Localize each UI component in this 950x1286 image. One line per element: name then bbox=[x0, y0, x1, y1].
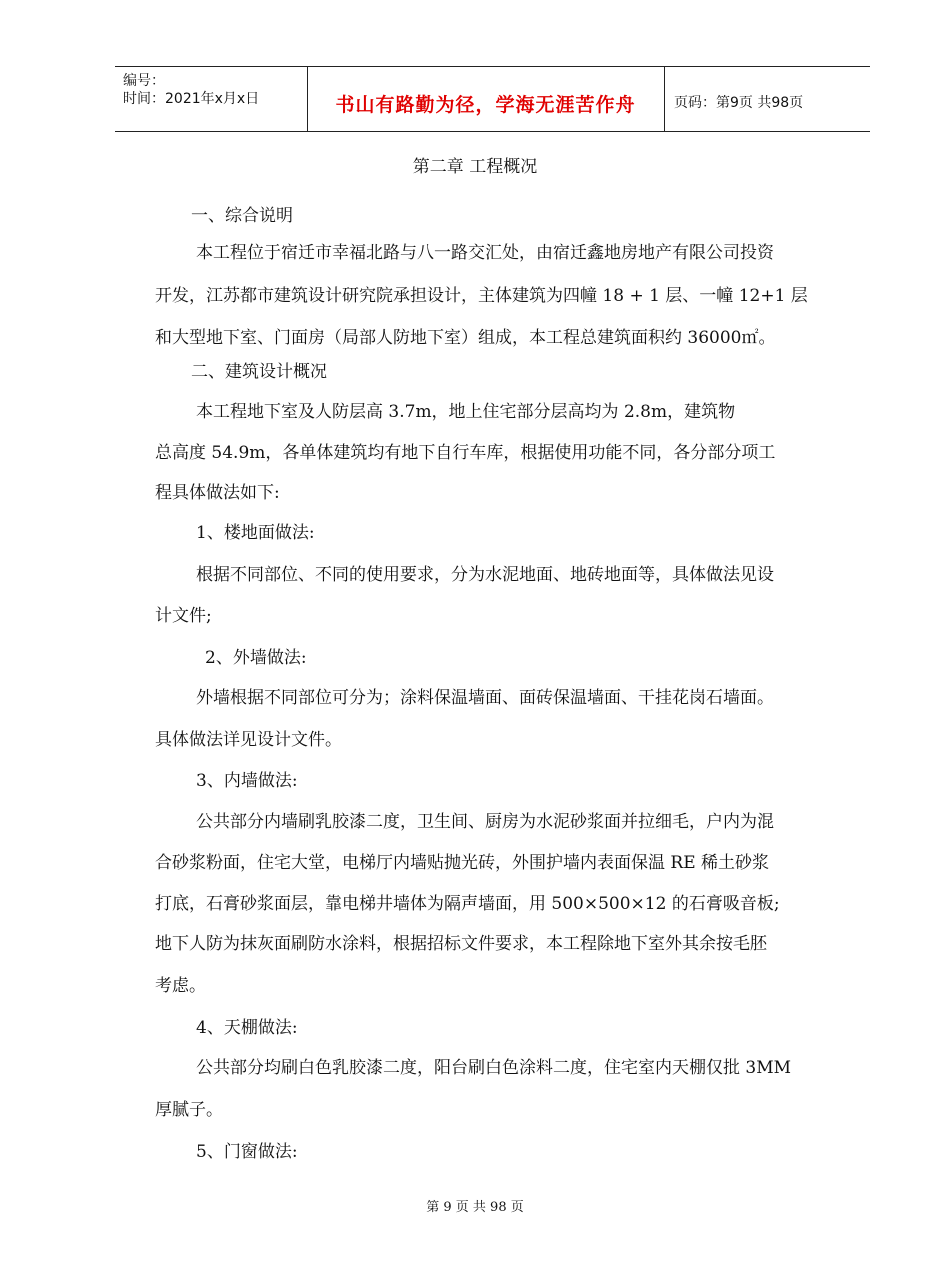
section-heading: 一、综合说明 bbox=[191, 206, 293, 226]
paragraph-line: 公共部分内墙刷乳胶漆二度，卫生间、厨房为水泥砂浆面并拉细毛，户内为混 bbox=[196, 812, 774, 832]
header-page-cell bbox=[664, 67, 870, 131]
paragraph-line: 程具体做法如下: bbox=[155, 483, 280, 503]
paragraph-line: 打底，石膏砂浆面层，靠电梯井墙体为隔声墙面，用 500×500×12 的石膏吸音板; bbox=[155, 894, 780, 914]
document-date-label: 时间：2021年x月x日 bbox=[123, 91, 260, 107]
header-page-label: 页码：第9页 共98页 bbox=[674, 95, 804, 111]
subsection-heading: 4、天棚做法: bbox=[196, 1018, 298, 1038]
section-heading: 二、建筑设计概况 bbox=[191, 362, 327, 382]
paragraph-line: 本工程位于宿迁市幸福北路与八一路交汇处，由宿迁鑫地房地产有限公司投资 bbox=[196, 243, 774, 263]
paragraph-line: 总高度 54.9m，各单体建筑均有地下自行车库，根据使用功能不同，各分部分项工 bbox=[155, 443, 776, 463]
document-number-label: 编号： bbox=[123, 73, 165, 89]
paragraph-line: 厚腻子。 bbox=[155, 1100, 223, 1120]
paragraph-line: 开发，江苏都市建筑设计研究院承担设计，主体建筑为四幢 18 + 1 层、一幢 12+1 层 bbox=[155, 286, 808, 306]
paragraph-line: 根据不同部位、不同的使用要求，分为水泥地面、地砖地面等，具体做法见设 bbox=[196, 565, 774, 585]
subsection-heading: 2、外墙做法: bbox=[205, 648, 307, 668]
paragraph-line: 计文件; bbox=[155, 606, 212, 626]
paragraph-line: 公共部分均刷白色乳胶漆二度，阳台刷白色涂料二度，住宅室内天棚仅批 3MM bbox=[196, 1058, 792, 1078]
header-motto-cell bbox=[307, 67, 665, 131]
paragraph-line: 地下人防为抹灰面刷防水涂料，根据招标文件要求，本工程除地下室外其余按毛胚 bbox=[155, 934, 767, 954]
header-motto: 书山有路勤为径，学海无涯苦作舟 bbox=[335, 94, 636, 116]
header-meta-cell bbox=[115, 67, 308, 131]
subsection-heading: 5、门窗做法: bbox=[196, 1142, 298, 1162]
paragraph-line: 本工程地下室及人防层高 3.7m，地上住宅部分层高均为 2.8m，建筑物 bbox=[196, 402, 736, 422]
paragraph-line: 考虑。 bbox=[155, 976, 206, 996]
paragraph-line: 和大型地下室、门面房（局部人防地下室）组成，本工程总建筑面积约 36000㎡。 bbox=[155, 328, 776, 348]
paragraph-line: 具体做法详见设计文件。 bbox=[155, 730, 342, 750]
chapter-title: 第二章 工程概况 bbox=[412, 157, 538, 177]
paragraph-line: 外墙根据不同部位可分为；涂料保温墙面、面砖保温墙面、干挂花岗石墙面。 bbox=[196, 688, 774, 708]
paragraph-line: 合砂浆粉面，住宅大堂，电梯厅内墙贴抛光砖，外围护墙内表面保温 RE 稀土砂浆 bbox=[155, 853, 770, 873]
page-header bbox=[115, 66, 870, 132]
page-footer: 第 9 页 共 98 页 bbox=[426, 1200, 524, 1215]
subsection-heading: 1、楼地面做法: bbox=[196, 523, 315, 543]
subsection-heading: 3、内墙做法: bbox=[196, 771, 298, 791]
